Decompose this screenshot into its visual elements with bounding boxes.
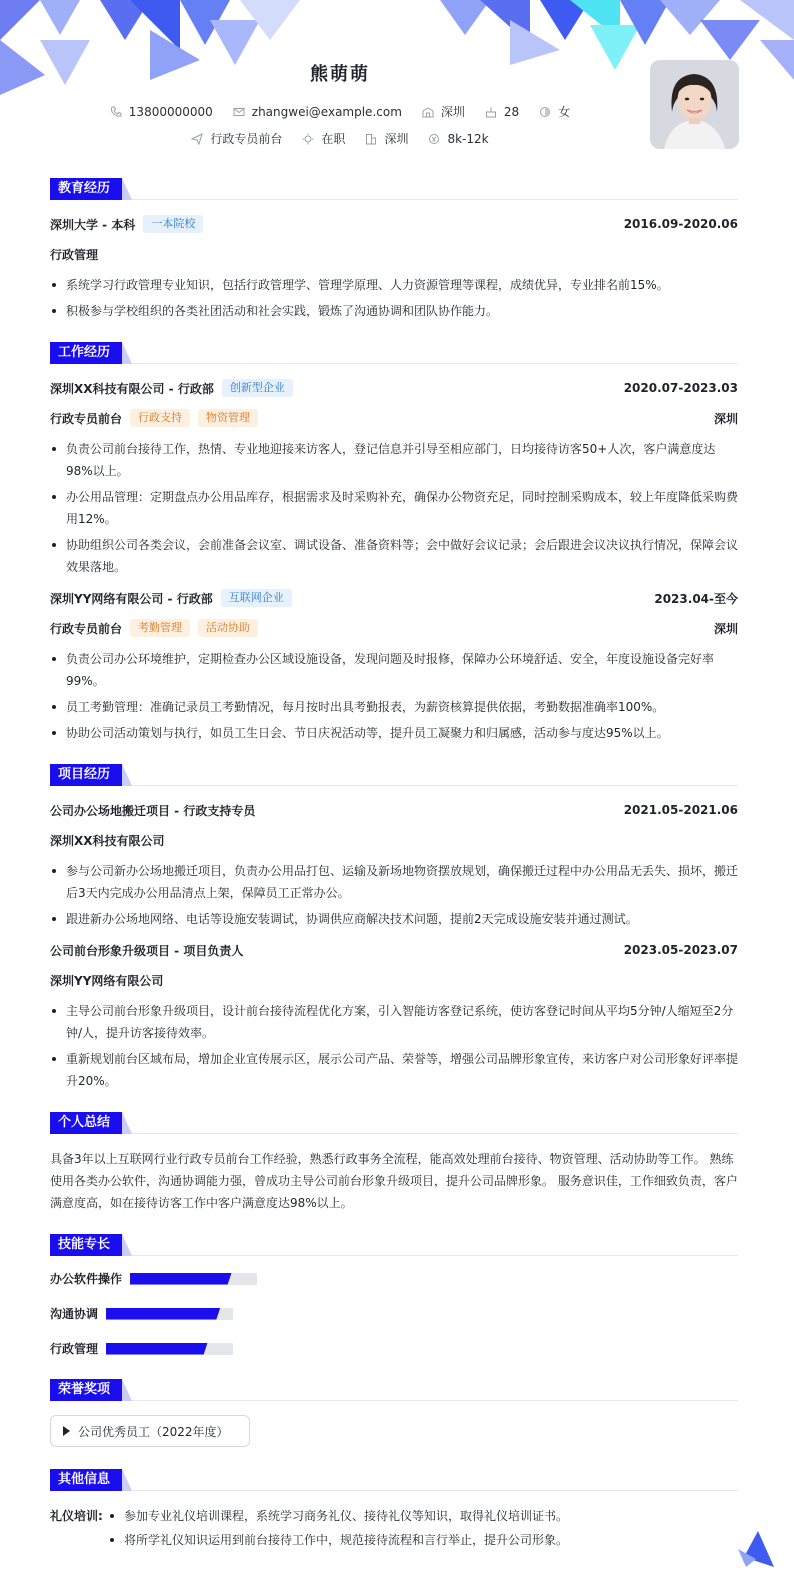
- other-heading: [50, 1469, 738, 1491]
- target-job-text: 行政专员前台: [210, 132, 283, 146]
- work-date: 2023.04-至今: [654, 591, 738, 606]
- other-title: 其他信息: [50, 1469, 122, 1491]
- gender-icon: [539, 106, 551, 118]
- skills-section: [50, 1234, 738, 1357]
- list-item: 参与公司新办公场地搬迁项目，负责办公用品打包、运输及新场地物资摆放规划，确保搬迁过程中办公用品无丢失、损坏，搬迁后3天内完成办公用品清点上架，保障员工正常办公。: [50, 860, 738, 904]
- mail-icon: [233, 106, 245, 118]
- school-tag: 一本院校: [143, 215, 203, 233]
- skill-tag: 考勤管理: [130, 619, 190, 637]
- contact-info-row: [0, 103, 680, 120]
- project-title: 公司前台形象升级项目 - 项目负责人: [50, 943, 244, 958]
- list-item: 协助组织公司各类会议，会前准备会议室、调试设备、准备资料等；会中做好会议记录；会后跟进会议决议执行情况，保障会议效果落地。: [50, 534, 738, 578]
- project-title-row: [50, 940, 738, 960]
- summary-section: [50, 1112, 738, 1214]
- work-entry: [50, 378, 738, 578]
- award-item[interactable]: [50, 1415, 250, 1447]
- skill-item: [50, 1340, 400, 1357]
- city-text: 深圳: [440, 105, 465, 119]
- work-city: 深圳: [713, 621, 738, 636]
- summary-title: 个人总结: [50, 1112, 122, 1134]
- work-title: 工作经历: [50, 342, 122, 364]
- phone-icon: [110, 106, 122, 118]
- work-heading: [50, 342, 738, 364]
- skill-bar-fill: [106, 1308, 220, 1320]
- projects-title: 项目经历: [50, 764, 122, 786]
- work-section: [50, 342, 738, 744]
- send-icon: [191, 133, 203, 145]
- role-name: 行政专员前台: [50, 621, 123, 636]
- skill-bar: [130, 1273, 257, 1285]
- project-entry: [50, 940, 738, 1092]
- skill-tag: 活动协助: [198, 619, 258, 637]
- company-tag: 创新型企业: [222, 379, 293, 397]
- company-row: [50, 378, 738, 398]
- project-bullets: [50, 1000, 738, 1092]
- skill-bar: [106, 1343, 233, 1355]
- avatar: [650, 60, 739, 149]
- work-city: 深圳: [713, 411, 738, 426]
- honors-title: 荣誉奖项: [50, 1379, 122, 1401]
- education-section: [50, 178, 738, 322]
- target-city-item: [365, 130, 408, 147]
- email-item: [233, 105, 402, 119]
- skill-tag: 行政支持: [130, 409, 190, 427]
- projects-section: [50, 764, 738, 1092]
- list-item: 将所学礼仪知识运用到前台接待工作中，规范接待流程和言行举止，提升公司形象。: [108, 1529, 738, 1551]
- skill-item: [50, 1270, 400, 1287]
- age-item: [485, 105, 519, 119]
- list-item: 协助公司活动策划与执行，如员工生日会、节日庆祝活动等，提升员工凝聚力和归属感，活动参与度达95%以上。: [50, 722, 738, 744]
- award-text: 公司优秀员工（2022年度）: [78, 1424, 229, 1439]
- school-name: 深圳大学 - 本科: [50, 217, 136, 232]
- education-school-row: [50, 214, 738, 234]
- project-title-row: [50, 800, 738, 820]
- list-item: 负责公司办公环境维护，定期检查办公区域设施设备，发现问题及时报修，保障办公环境舒适、安全，年度设施设备完好率99%。: [50, 648, 738, 692]
- project-date: 2021.05-2021.06: [623, 803, 738, 817]
- city-item: [422, 103, 465, 120]
- list-item: 主导公司前台形象升级项目，设计前台接待流程优化方案，引入智能访客登记系统，使访客登记时间从平均5分钟/人缩短至2分钟/人，提升访客接待效率。: [50, 1000, 738, 1044]
- status-text: 在职: [321, 132, 346, 146]
- money-icon: [428, 133, 440, 145]
- work-bullets: [50, 438, 738, 578]
- building-icon: [365, 133, 377, 145]
- project-company-row: [50, 970, 738, 990]
- age-icon: [485, 106, 497, 118]
- phone-item: [110, 105, 213, 119]
- gender-text: 女: [558, 105, 571, 119]
- skill-bar: [106, 1308, 233, 1320]
- project-company: 深圳YY网络有限公司: [50, 973, 164, 988]
- salary-text: 8k-12k: [447, 131, 489, 146]
- target-city-text: 深圳: [384, 132, 409, 146]
- status-icon: [302, 133, 314, 145]
- avatar-portrait: [650, 60, 739, 149]
- play-icon: [63, 1426, 70, 1436]
- honors-heading: [50, 1379, 738, 1401]
- project-bullets: [50, 860, 738, 930]
- resume-header: [0, 0, 794, 168]
- list-item: 负责公司前台接待工作，热情、专业地迎接来访客人，登记信息并引导至相应部门，日均接待访客50+人次，客户满意度达98%以上。: [50, 438, 738, 482]
- skill-tag: 物资管理: [198, 409, 258, 427]
- other-section: [50, 1469, 738, 1555]
- skill-name: 沟通协调: [50, 1307, 99, 1321]
- education-title: 教育经历: [50, 178, 122, 200]
- skills-list: [50, 1270, 738, 1357]
- education-date: 2016.09-2020.06: [623, 217, 738, 231]
- corner-decoration: [736, 1529, 776, 1569]
- list-item: 重新规划前台区域布局，增加企业宣传展示区，展示公司产品、荣誉等，增强公司品牌形象宣传，来访客户对公司形象好评率提升20%。: [50, 1048, 738, 1092]
- skill-name: 行政管理: [50, 1342, 99, 1356]
- education-major-row: [50, 244, 738, 264]
- project-entry: [50, 800, 738, 930]
- list-item: 积极参与学校组织的各类社团活动和社会实践，锻炼了沟通协调和团队协作能力。: [50, 300, 738, 322]
- education-heading: [50, 178, 738, 200]
- phone-text: 13800000000: [128, 104, 213, 119]
- work-entry: [50, 588, 738, 744]
- job-intent-row: [0, 130, 680, 147]
- email-text: zhangwei@example.com: [251, 104, 402, 119]
- summary-heading: [50, 1112, 738, 1134]
- age-text: 28: [503, 104, 520, 119]
- company-tag: 互联网企业: [221, 589, 292, 607]
- skill-name: 办公软件操作: [50, 1272, 123, 1286]
- list-item: 跟进新办公场地网络、电话等设施安装调试，协调供应商解决技术问题，提前2天完成设施安装并通过测试。: [50, 908, 738, 930]
- honors-section: [50, 1379, 738, 1447]
- skill-item: [50, 1305, 400, 1322]
- project-date: 2023.05-2023.07: [623, 943, 738, 957]
- company-name: 深圳YY网络有限公司 - 行政部: [50, 591, 213, 606]
- summary-text: 具备3年以上互联网行业行政专员前台工作经验，熟悉行政事务全流程，能高效处理前台接待、物资管理、活动协助等工作。 熟练使用各类办公软件，沟通协调能力强，曾成功主导公司前台形象升级项目，提升公司品牌形象。 服务意识佳，工作细致负责，客户满意度高，如在接待访客工作中客户满意度达98%以上。: [50, 1152, 738, 1210]
- company-row: [50, 588, 738, 608]
- education-bullets: [50, 274, 738, 322]
- skills-heading: [50, 1234, 738, 1256]
- target-job-item: [191, 130, 282, 147]
- projects-heading: [50, 764, 738, 786]
- gender-item: [539, 103, 570, 120]
- other-item: [50, 1505, 738, 1555]
- list-item: 参加专业礼仪培训课程，系统学习商务礼仪、接待礼仪等知识，取得礼仪培训证书。: [108, 1505, 738, 1527]
- other-label: 礼仪培训:: [50, 1509, 103, 1523]
- skills-title: 技能专长: [50, 1234, 122, 1256]
- major-name: 行政管理: [50, 247, 99, 262]
- work-date: 2020.07-2023.03: [623, 381, 738, 395]
- project-company-row: [50, 830, 738, 850]
- candidate-name: 熊萌萌: [310, 64, 370, 85]
- skill-bar-fill: [130, 1273, 232, 1285]
- role-name: 行政专员前台: [50, 411, 123, 426]
- location-icon: [422, 106, 434, 118]
- list-item: 员工考勤管理：准确记录员工考勤情况，每月按时出具考勤报表，为薪资核算提供依据，考勤数据准确率100%。: [50, 696, 738, 718]
- other-bullets: [108, 1505, 738, 1551]
- status-item: [302, 130, 345, 147]
- role-row: [50, 408, 738, 428]
- list-item: 办公用品管理：定期盘点办公用品库存，根据需求及时采购补充，确保办公物资充足，同时控制采购成本，较上年度降低采购费用12%。: [50, 486, 738, 530]
- company-name: 深圳XX科技有限公司 - 行政部: [50, 381, 214, 396]
- work-bullets: [50, 648, 738, 744]
- project-company: 深圳XX科技有限公司: [50, 833, 165, 848]
- salary-item: [428, 132, 488, 146]
- role-row: [50, 618, 738, 638]
- project-title: 公司办公场地搬迁项目 - 行政支持专员: [50, 803, 256, 818]
- list-item: 系统学习行政管理专业知识，包括行政管理学、管理学原理、人力资源管理等课程，成绩优异，专业排名前15%。: [50, 274, 738, 296]
- skill-bar-fill: [106, 1343, 208, 1355]
